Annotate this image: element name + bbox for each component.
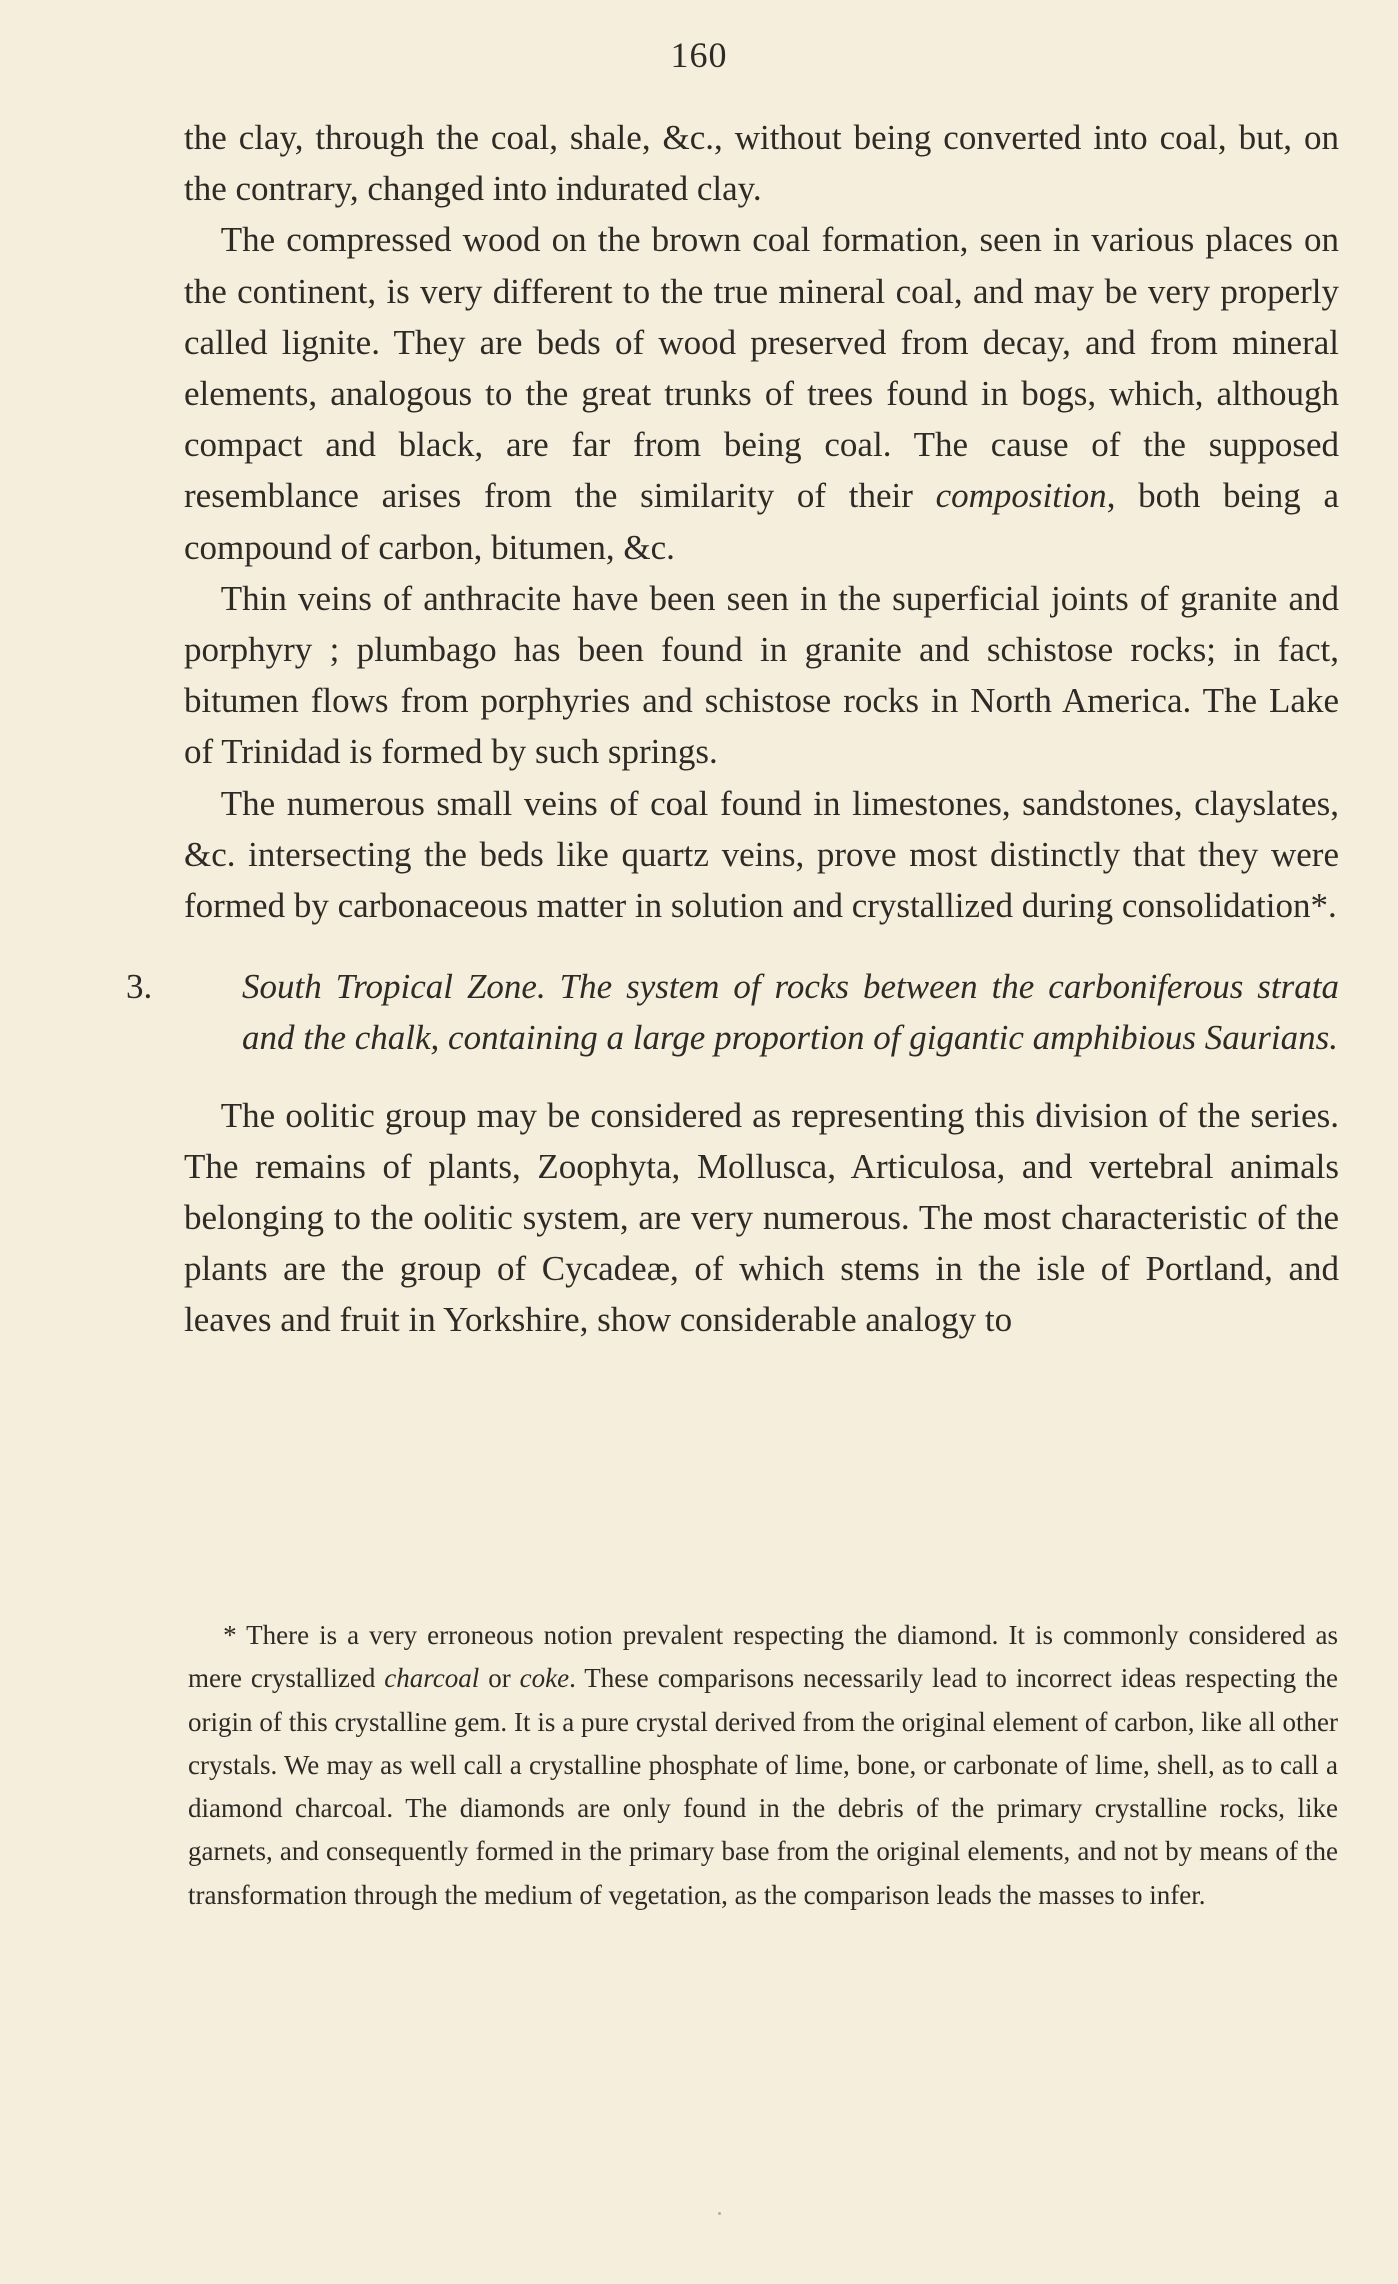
section-title: South Tropical Zone. — [242, 967, 546, 1007]
paragraph-text: , both being a compound of carbon, bitumen, &c. — [184, 476, 1339, 567]
paragraph-text: The compressed wood on the brown coal formation, seen in various places on the continent, is very different to the true mineral coal, and may be very properly called lignite. They are beds of wood preserved from decay, and from mineral elements, analogous to the great trunks of trees found in bogs, which, although compact and black, are far from being coal. The cause of the supposed resemblance arises from the similarity of their — [184, 220, 1339, 516]
section-heading — [126, 961, 1339, 1063]
main-text — [126, 112, 1339, 1346]
section-description: The system of rocks between the carboniferous strata and the chalk, containing a large proportion of gigantic amphibious Saurians. — [242, 967, 1339, 1058]
emphasis-composition: composition — [935, 476, 1107, 516]
section-number: 3. — [126, 967, 153, 1007]
paragraph-oolitic: The oolitic group may be considered as representing this division of the series. The remains of plants, Zoophyta, Mollusca, Articulosa, and vertebral animals belonging to the oolitic system, are very numerous. The most characteristic of the plants are the group of Cycadeæ, of which stems in the isle of Portland, and leaves and fruit in Yorkshire, show considerable analogy to — [184, 1095, 1339, 1340]
footnote-part: or — [479, 1663, 520, 1694]
footnote-emphasis-coke: coke — [519, 1663, 570, 1694]
footnote-part: . These comparisons necessarily lead to incorrect ideas respecting the origin of this crystalline gem. It is a pure crystal derived from the original element of carbon, like all other crystals. We may as well call a crystalline phosphate of lime, bone, or carbonate of lime, shell, as to call a diamond charcoal. The diamonds are only found in the debris of the primary crystalline rocks, like garnets, and consequently formed in the primary base from the original elements, and not by means of the transformation through the medium of vegetation, as the comparison leads the masses to infer. — [188, 1663, 1338, 1910]
footnote-emphasis-charcoal: charcoal — [384, 1663, 480, 1694]
paragraph-coal-veins: The numerous small veins of coal found in limestones, sandstones, clayslates, &c. intersecting the beds like quartz veins, prove most distinctly that they were formed by carbonaceous matter in solution and crystallized during consolidation*. — [184, 783, 1339, 926]
footnote-part: * There is a very erroneous notion prevalent respecting the diamond. It is commonly considered as mere crystallized — [188, 1620, 1338, 1694]
paper-speck — [718, 2212, 721, 2215]
paragraph-anthracite: Thin veins of anthracite have been seen in the superficial joints of granite and porphyry ; plumbago has been found in granite and schistose rocks; in fact, bitumen flows from porphyries and schistose rocks in North America. The Lake of Trinidad is formed by such springs. — [184, 578, 1339, 772]
footnote — [188, 1614, 1338, 1917]
paragraph-continuation: the clay, through the coal, shale, &c., without being converted into coal, but, on the contrary, changed into indurated clay. — [184, 118, 1339, 209]
paragraph-lignite — [184, 214, 1339, 572]
page-number: 160 — [670, 35, 728, 75]
footnote-text — [188, 1614, 1338, 1917]
